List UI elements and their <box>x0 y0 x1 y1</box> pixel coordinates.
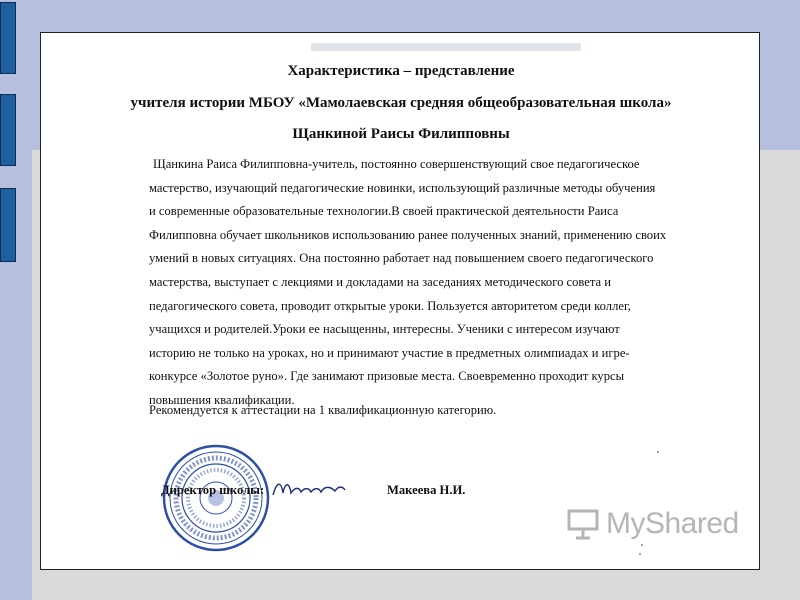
side-tab-1 <box>0 2 16 74</box>
director-name: Макеева Н.И. <box>387 483 466 497</box>
side-tab-2 <box>0 94 16 166</box>
body-line: повышения квалификации. <box>149 392 295 407</box>
teacher-name-heading: Щанкиной Раисы Филипповны <box>292 126 510 142</box>
director-label: Директор школы: <box>161 483 265 497</box>
recommendation-text: Рекомендуется к аттестации на 1 квалификационную категорию. <box>149 403 497 417</box>
presentation-board-icon <box>566 507 600 541</box>
watermark <box>566 504 739 544</box>
body-line: педагогического совета, проводит открытые уроки. Пользуется авторитетом среди коллег, <box>149 298 631 313</box>
scan-speck <box>657 451 659 453</box>
body-line: Филипповна обучает школьников использованию ранее полученных знаний, применению своих <box>149 227 667 242</box>
body-line: и современные образовательные технологии.В своей практической деятельности Раиса <box>149 204 619 219</box>
body-line: учащихся и родителей.Уроки ее насыщенны, интересны. Ученики с интересом изучают <box>149 322 620 337</box>
school-seal-icon <box>161 443 271 553</box>
watermark-text: MyShared <box>606 507 739 540</box>
scan-speck <box>639 553 641 555</box>
faded-header-line <box>311 43 581 51</box>
body-line: Щанкина Раиса Филипповна-учитель, постоянно совершенствующий свое педагогическое <box>153 157 640 171</box>
document-sheet <box>40 32 760 570</box>
scan-speck <box>641 544 643 546</box>
body-paragraph <box>149 153 760 413</box>
signature-icon <box>269 473 349 503</box>
document-title: Характеристика – представление <box>287 63 515 79</box>
body-line: историю не только на уроках, но и принимают участие в предметных олимпиадах и игре- <box>149 345 630 360</box>
body-line: мастерства, выступает с лекциями и докладами на заседаниях методического совета и <box>149 274 612 289</box>
document-subtitle: учителя истории МБОУ «Мамолаевская средняя общеобразовательная школа» <box>130 95 672 111</box>
side-tab-3 <box>0 188 16 262</box>
body-line: умений в новых ситуациях. Она постоянно работает над повышением своего педагогического <box>149 251 654 266</box>
body-line: мастерство, изучающий педагогические новинки, использующий различные методы обучения <box>149 180 656 195</box>
body-line: конкурсе «Золотое руно». Где занимают призовые места. Своевременно проходит курсы <box>149 369 625 384</box>
